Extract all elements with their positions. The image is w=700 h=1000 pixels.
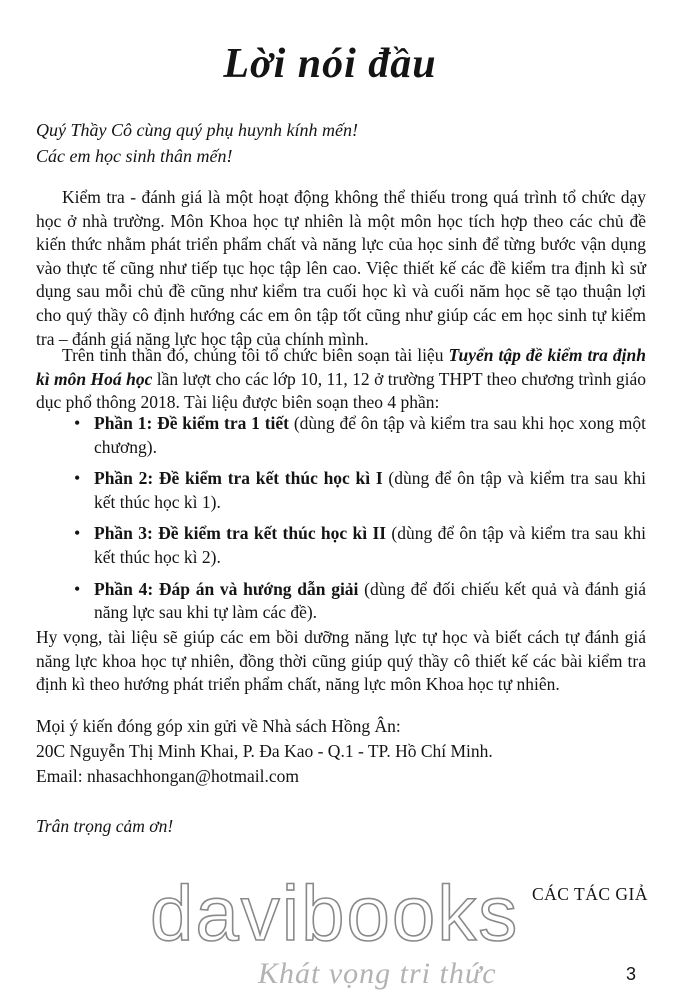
greeting-line-2: Các em học sinh thân mến!	[36, 146, 233, 166]
author-signature: CÁC TÁC GIẢ	[531, 884, 648, 904]
part-heading: Phần 3: Đề kiểm tra kết thúc học kì II	[94, 523, 387, 544]
parts-list	[74, 412, 646, 633]
list-item	[74, 467, 646, 514]
part-heading: Phần 2: Đề kiểm tra kết thúc học kì I	[94, 468, 383, 489]
bullet-icon: •	[74, 578, 81, 599]
contact-address: 20C Nguyễn Thị Minh Khai, P. Đa Kao - Q.1 - TP. Hồ Chí Minh.	[36, 741, 493, 761]
structure-paragraph-lead: Trên tinh thần đó, chúng tôi tổ chức biên soạn tài liệu	[62, 345, 449, 365]
page-number: 3	[626, 964, 637, 984]
part-heading: Phần 4: Đáp án và hướng dẫn giải	[94, 578, 359, 599]
list-item	[74, 412, 646, 459]
closing-paragraph	[36, 626, 646, 697]
closing-paragraph-text: Hy vọng, tài liệu sẽ giúp các em bồi dưỡng năng lực tự học và biết cách tự đánh giá năng lực khoa học tự nhiên, đồng thời cũng giúp quý thầy cô thiết kế các bài kiểm tra định kì theo hướng phát triển phẩm chất, năng lực môn Khoa học tự nhiên.	[36, 627, 646, 695]
greeting-line-1: Quý Thầy Cô cùng quý phụ huynh kính mến!	[36, 120, 358, 140]
part-heading: Phần 1: Đề kiểm tra 1 tiết	[94, 413, 290, 433]
intro-paragraph	[36, 186, 646, 351]
part-description: (dùng để ôn tập và kiểm tra sau khi kết thúc học kì 1).	[94, 468, 646, 512]
intro-paragraph-text: Kiểm tra - đánh giá là một hoạt động không thể thiếu trong quá trình tổ chức dạy học ở nhà trường. Môn Khoa học tự nhiên là một môn học tích hợp theo các chủ đề kiến thức nhằm phát triển phẩm chất và năng lực của học sinh để từng bước vận dụng vào thực tế cũng như tiếp tục học tập lên cao. Việc thiết kế các đề kiểm tra định kì sử dụng sau mỗi chủ đề cũng như kiểm tra cuối học kì và cuối năm học sẽ tạo thuận lợi cho quý thầy cô định hướng các em ôn tập tốt cũng như giúp các em học sinh tự kiểm tra – đánh giá năng lực học tập của chính mình.	[36, 187, 646, 349]
book-title: Tuyển tập đề kiểm tra định kì môn Hoá học	[36, 345, 646, 389]
thanks-line: Trân trọng cảm ơn!	[36, 816, 174, 836]
contact-line-1: Mọi ý kiến đóng góp xin gửi về Nhà sách Hồng Ân:	[36, 716, 401, 736]
bullet-icon: •	[74, 413, 81, 433]
structure-paragraph-tail: lần lượt cho các lớp 10, 11, 12 ở trường THPT theo chương trình giáo dục phổ thông 2018. Tài liệu được biên soạn theo 4 phần:	[36, 368, 646, 413]
part-description: (dùng để ôn tập và kiểm tra sau khi học xong một chương).	[94, 413, 646, 457]
watermark-logo: davibooks	[150, 869, 520, 957]
part-description: (dùng để ôn tập và kiểm tra sau khi kết thúc học kì 2).	[94, 523, 646, 567]
watermark-slogan: Khát vọng tri thức	[258, 957, 497, 990]
part-description: (dùng để đối chiếu kết quả và đánh giá năng lực sau khi tự làm các đề).	[94, 578, 646, 623]
contact-email: Email: nhasachhongan@hotmail.com	[36, 766, 299, 786]
bullet-icon: •	[74, 468, 81, 489]
bullet-icon: •	[74, 523, 81, 544]
page-title: Lời nói đầu	[223, 41, 437, 87]
list-item	[74, 578, 646, 625]
list-item	[74, 522, 646, 569]
structure-paragraph	[36, 344, 646, 415]
